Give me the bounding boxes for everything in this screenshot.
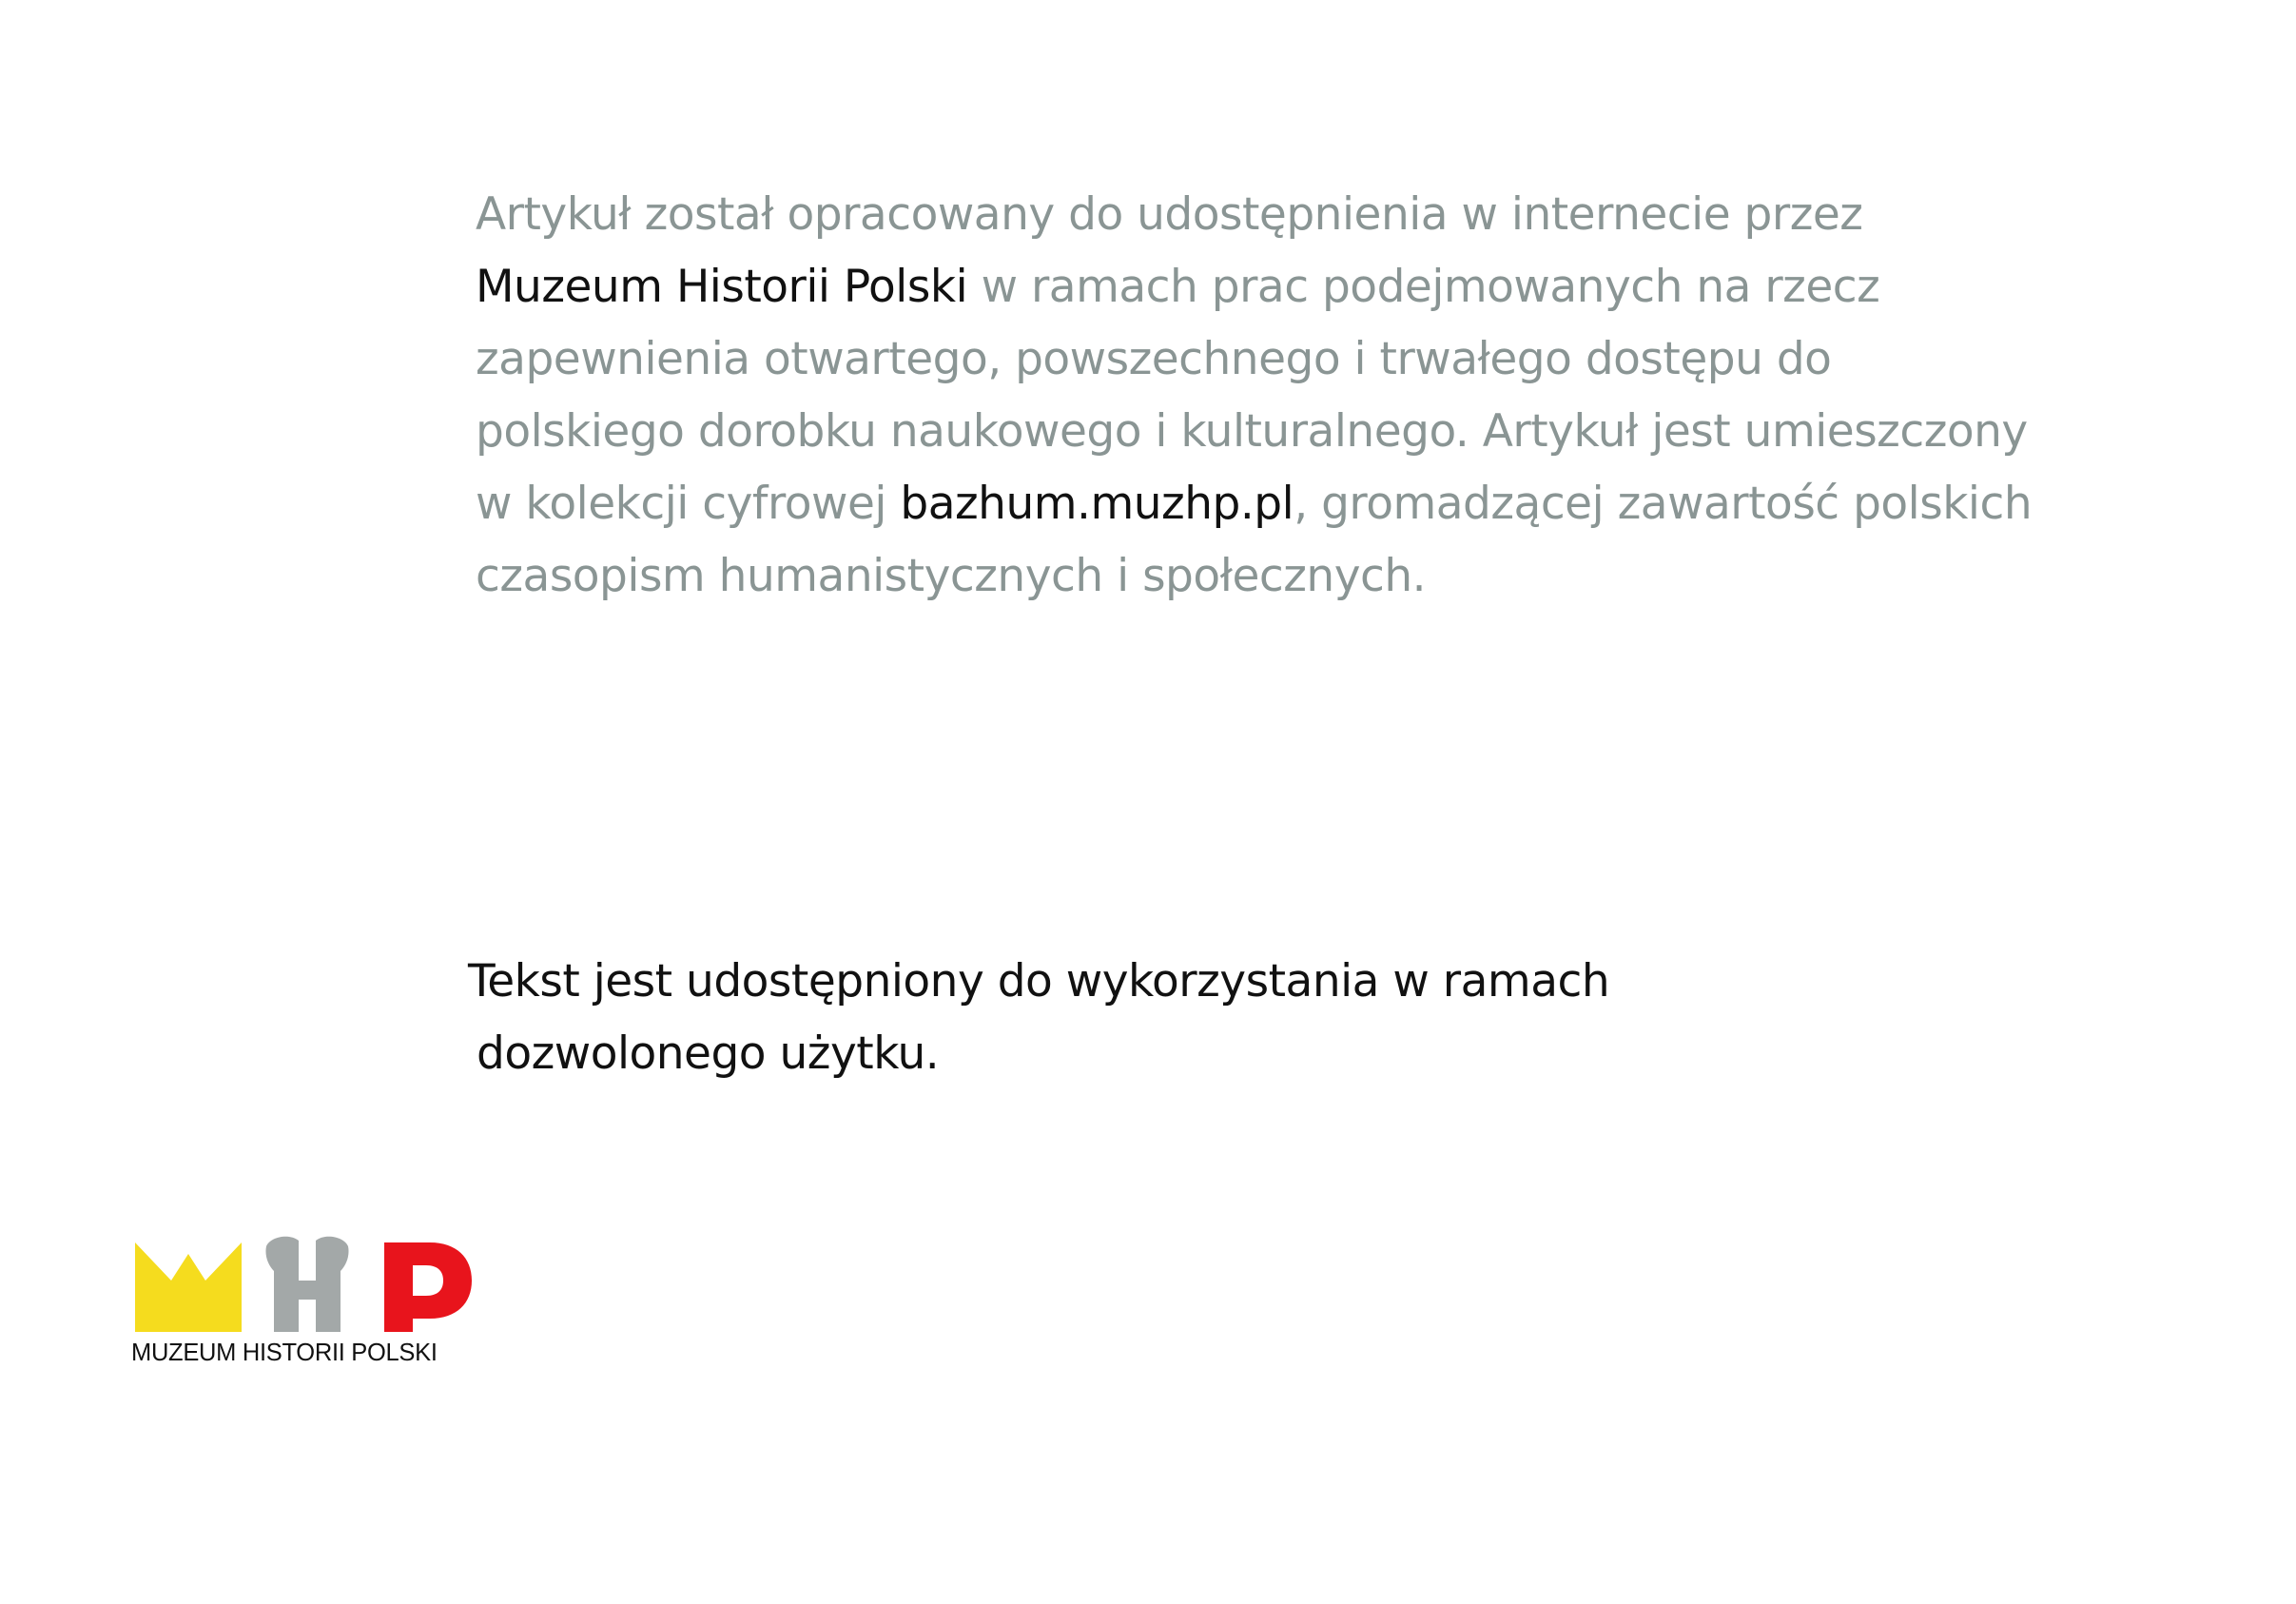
logo-letter-m — [135, 1242, 242, 1332]
intro-line-4: polskiego dorobku naukowego i kulturalnego. Artykuł jest umieszczony — [476, 405, 2028, 458]
license-line-1: Tekst jest udostępniony do wykorzystania w ramach — [468, 955, 1610, 1007]
intro-line-5 — [476, 468, 2111, 540]
logo-caption: MUZEUM HISTORII POLSKI — [131, 1340, 438, 1366]
intro-line-5-start: w kolekcji cyfrowej — [476, 478, 901, 530]
intro-line-5-end: , gromadzącej zawartość polskich — [1294, 478, 2033, 530]
intro-line-2 — [476, 251, 2111, 323]
intro-paragraph — [476, 179, 2111, 613]
museum-name: Muzeum Historii Polski — [476, 261, 968, 313]
intro-line-1: Artykuł został opracowany do udostępnienia w internecie przez — [476, 188, 1863, 241]
intro-line-2-rest: w ramach prac podejmowanych na rzecz — [967, 261, 1880, 313]
intro-line-3: zapewnienia otwartego, powszechnego i trwałego dostępu do — [476, 333, 1832, 385]
intro-line-6: czasopism humanistycznych i społecznych. — [476, 550, 1427, 602]
museum-logo — [131, 1233, 483, 1376]
license-line-2: dozwolonego użytku. — [477, 1027, 940, 1080]
bazhum-link[interactable]: bazhum.muzhp.pl — [900, 478, 1294, 530]
license-notice — [468, 946, 1895, 1090]
mhp-logo-icon — [135, 1233, 477, 1338]
logo-letter-p — [384, 1242, 472, 1332]
logo-letter-h — [265, 1237, 348, 1332]
